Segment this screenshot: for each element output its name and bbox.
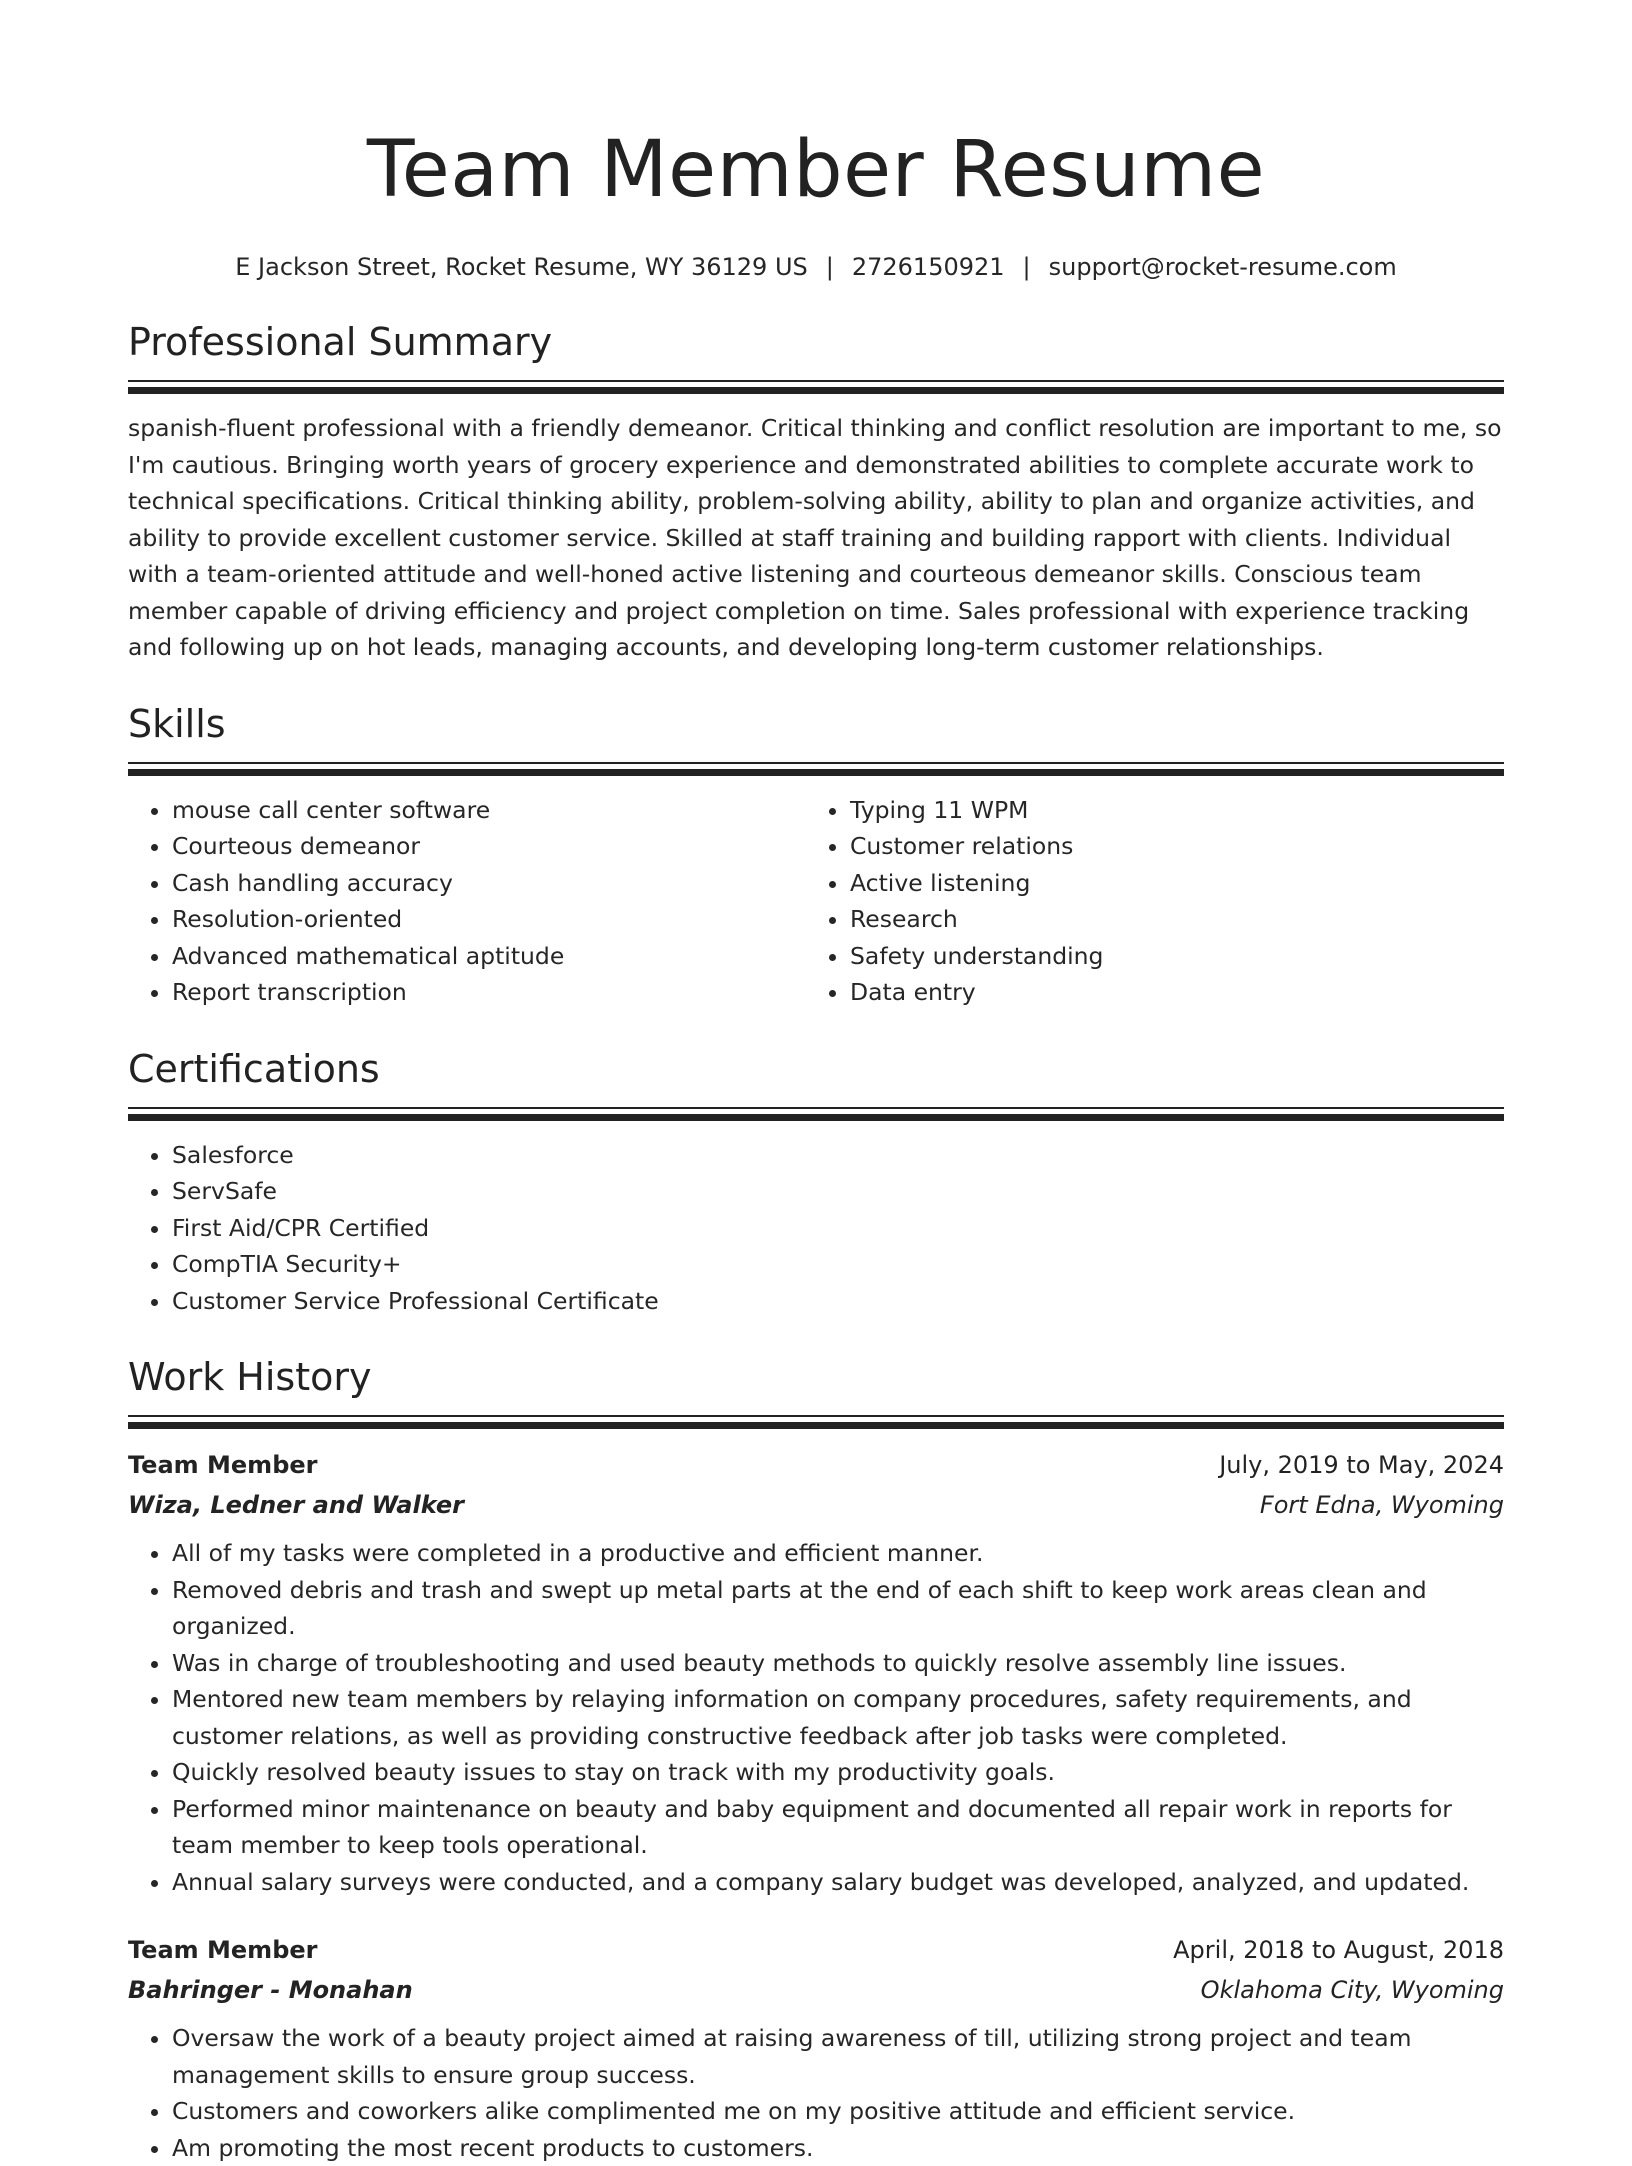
contact-phone: 2726150921 xyxy=(852,253,1005,281)
section-divider xyxy=(128,762,1504,776)
certification-item: • Customer Service Professional Certificate xyxy=(172,1283,1504,1320)
certification-item: • First Aid/CPR Certified xyxy=(172,1210,1504,1247)
certification-item: • Salesforce xyxy=(172,1137,1504,1174)
section-heading: Certifications xyxy=(128,1045,1504,1093)
job-title: Team Member xyxy=(128,1445,317,1485)
job-bullet: • Performed minor maintenance on beauty and baby equipment and documented all repair work in reports for team member to keep tools operational. xyxy=(172,1791,1504,1864)
section-divider xyxy=(128,380,1504,394)
skill-item: • Cash handling accuracy xyxy=(172,865,806,902)
skill-item: • mouse call center software xyxy=(172,792,806,829)
certification-item: • ServSafe xyxy=(172,1173,1504,1210)
job-bullet: • All of my tasks were completed in a productive and efficient manner. xyxy=(172,1535,1504,1572)
job-bullet: • Was in charge of troubleshooting and used beauty methods to quickly resolve assembly line issues. xyxy=(172,1645,1504,1682)
job-dates: July, 2019 to May, 2024 xyxy=(1219,1445,1504,1485)
skills-section xyxy=(128,700,1504,1011)
job-bullet: • Quickly resolved beauty issues to stay on track with my productivity goals. xyxy=(172,1754,1504,1791)
skill-item: • Resolution-oriented xyxy=(172,901,806,938)
job-location: Fort Edna, Wyoming xyxy=(1260,1485,1504,1525)
contact-separator: | xyxy=(1023,253,1031,281)
section-heading: Work History xyxy=(128,1353,1504,1401)
job-entry xyxy=(128,1930,1504,2166)
skill-item: • Safety understanding xyxy=(850,938,1103,975)
professional-summary-section xyxy=(128,318,1504,666)
skills-list-left xyxy=(128,792,806,1011)
skill-item: • Customer relations xyxy=(850,828,1103,865)
job-entry xyxy=(128,1445,1504,1900)
certifications-section xyxy=(128,1045,1504,1320)
contact-address: E Jackson Street, Rocket Resume, WY 36129 US xyxy=(235,253,807,281)
section-heading: Skills xyxy=(128,700,1504,748)
skill-item: • Active listening xyxy=(850,865,1103,902)
certifications-list xyxy=(128,1137,1504,1320)
job-bullets xyxy=(128,1535,1504,1900)
job-bullet: • Annual salary surveys were conducted, and a company salary budget was developed, analyzed, and updated. xyxy=(172,1864,1504,1901)
skill-item: • Advanced mathematical aptitude xyxy=(172,938,806,975)
skill-item: • Report transcription xyxy=(172,974,806,1011)
section-divider xyxy=(128,1107,1504,1121)
job-title: Team Member xyxy=(128,1930,317,1970)
job-bullet: • Mentored new team members by relaying information on company procedures, safety requirements, and customer relations, as well as providing constructive feedback after job tasks were completed. xyxy=(172,1681,1504,1754)
summary-text: spanish-fluent professional with a friendly demeanor. Critical thinking and conflict resolution are important to me, so I'm cautious. Bringing worth years of grocery experience and demonstrated abilities to complete accurate work to technical specifications. Critical thinking ability, problem-solving ability, ability to plan and organize activities, and ability to provide excellent customer service. Skilled at staff training and building rapport with clients. Individual with a team-oriented attitude and well-honed active listening and courteous demeanor skills. Conscious team member capable of driving efficiency and project completion on time. Sales professional with experience tracking and following up on hot leads, managing accounts, and developing long-term customer relationships. xyxy=(128,410,1504,666)
section-divider xyxy=(128,1415,1504,1429)
resume-title: Team Member Resume xyxy=(128,0,1504,220)
skill-item: • Research xyxy=(850,901,1103,938)
job-bullets xyxy=(128,2020,1504,2166)
work-history-section xyxy=(128,1353,1504,2166)
job-company: Wiza, Ledner and Walker xyxy=(128,1485,464,1525)
job-location: Oklahoma City, Wyoming xyxy=(1201,1970,1504,2010)
contact-line xyxy=(128,250,1504,284)
job-company: Bahringer - Monahan xyxy=(128,1970,413,2010)
section-heading: Professional Summary xyxy=(128,318,1504,366)
skill-item: • Courteous demeanor xyxy=(172,828,806,865)
skills-list-right xyxy=(806,792,1103,1011)
skill-item: • Data entry xyxy=(850,974,1103,1011)
job-bullet: • Am promoting the most recent products to customers. xyxy=(172,2130,1504,2166)
contact-email: support@rocket-resume.com xyxy=(1049,253,1397,281)
skill-item: • Typing 11 WPM xyxy=(850,792,1103,829)
job-bullet: • Customers and coworkers alike complimented me on my positive attitude and efficient service. xyxy=(172,2093,1504,2130)
job-bullet: • Oversaw the work of a beauty project aimed at raising awareness of till, utilizing strong project and team management skills to ensure group success. xyxy=(172,2020,1504,2093)
contact-separator: | xyxy=(826,253,834,281)
certification-item: • CompTIA Security+ xyxy=(172,1246,1504,1283)
job-dates: April, 2018 to August, 2018 xyxy=(1173,1930,1504,1970)
job-bullet: • Removed debris and trash and swept up metal parts at the end of each shift to keep work areas clean and organized. xyxy=(172,1572,1504,1645)
